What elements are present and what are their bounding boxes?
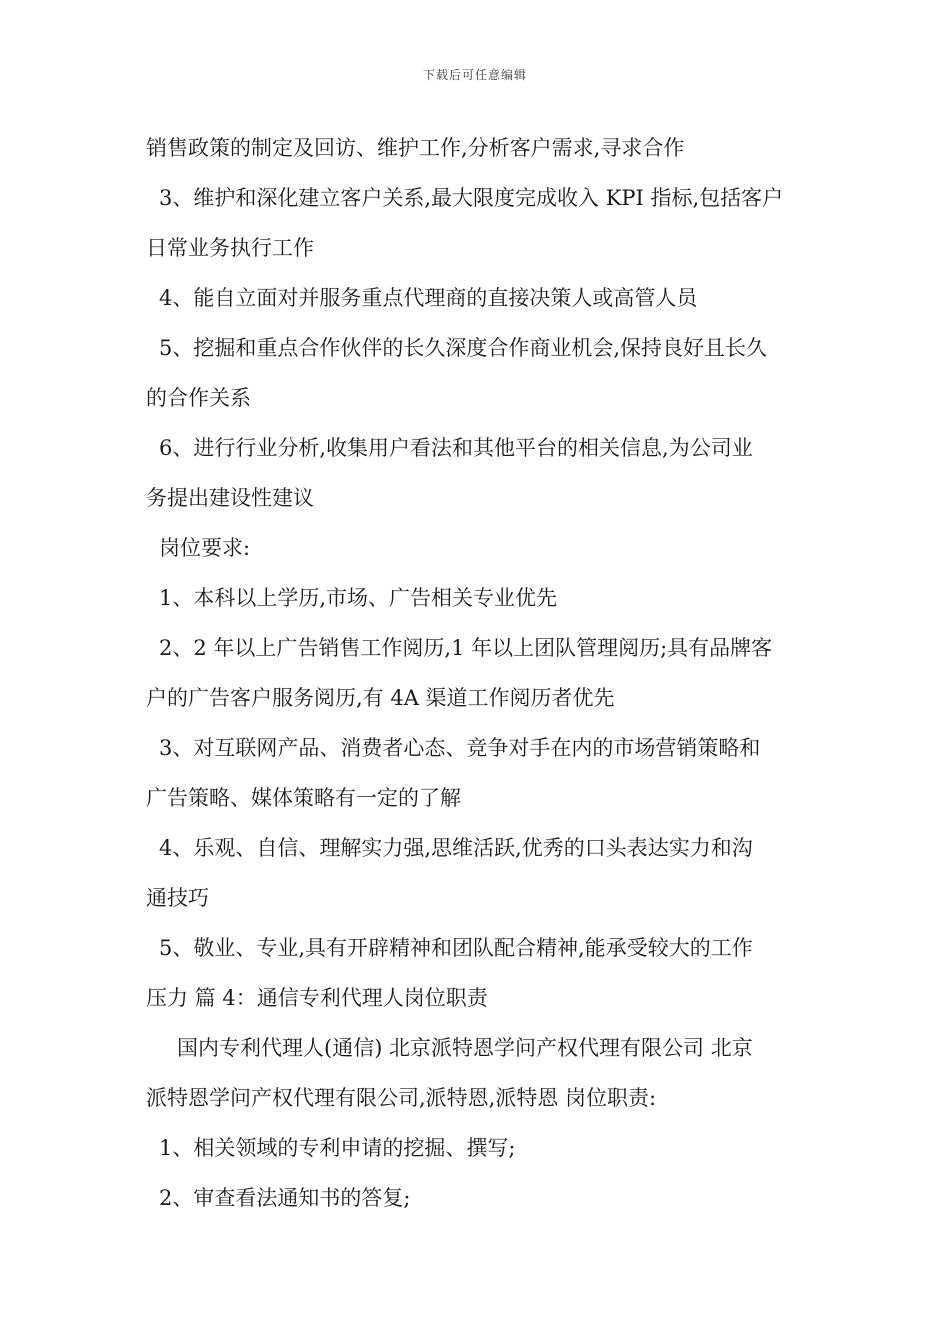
text-line: 5、挖掘和重点合作伙伴的长久深度合作商业机会,保持良好且长久 xyxy=(159,336,768,360)
text-line: 4、乐观、自信、理解实力强,思维活跃,优秀的口头表达实力和沟 xyxy=(159,836,753,860)
text-line: 的合作关系 xyxy=(146,386,251,410)
text-line: 国内专利代理人(通信) 北京派特恩学问产权代理有限公司 北京 xyxy=(177,1036,753,1060)
text-line: 4、能自立面对并服务重点代理商的直接决策人或高管人员 xyxy=(159,286,698,310)
text-line: 户的广告客户服务阅历,有 4A 渠道工作阅历者优先 xyxy=(146,686,615,710)
document-body xyxy=(146,130,818,1230)
text-line: 5、敬业、专业,具有开辟精神和团队配合精神,能承受较大的工作 xyxy=(159,936,753,960)
text-line: 销售政策的制定及回访、维护工作,分析客户需求,寻求合作 xyxy=(146,136,685,160)
text-line: 务提出建设性建议 xyxy=(146,486,314,510)
section-heading: 岗位要求: xyxy=(159,536,251,560)
page-header: 下载后可任意编辑 xyxy=(422,68,527,82)
text-line: 通技巧 xyxy=(146,886,209,910)
text-line: 6、进行行业分析,收集用户看法和其他平台的相关信息,为公司业 xyxy=(159,436,753,460)
text-line: 2、2 年以上广告销售工作阅历,1 年以上团队管理阅历;具有品牌客 xyxy=(159,636,773,660)
text-line: 1、本科以上学历,市场、广告相关专业优先 xyxy=(159,586,558,610)
text-line: 1、相关领域的专利申请的挖掘、撰写; xyxy=(159,1136,516,1160)
text-line: 日常业务执行工作 xyxy=(146,236,314,260)
text-line: 2、审查看法通知书的答复; xyxy=(159,1186,411,1210)
text-line: 广告策略、媒体策略有一定的了解 xyxy=(146,786,461,810)
text-line: 派特恩学问产权代理有限公司,派特恩,派特恩 岗位职责: xyxy=(146,1086,657,1110)
text-line: 3、维护和深化建立客户关系,最大限度完成收入 KPI 指标,包括客户 xyxy=(159,186,784,210)
text-line: 3、对互联网产品、消费者心态、竞争对手在内的市场营销策略和 xyxy=(159,736,761,760)
text-line: 压力 篇 4：通信专利代理人岗位职责 xyxy=(146,986,488,1010)
